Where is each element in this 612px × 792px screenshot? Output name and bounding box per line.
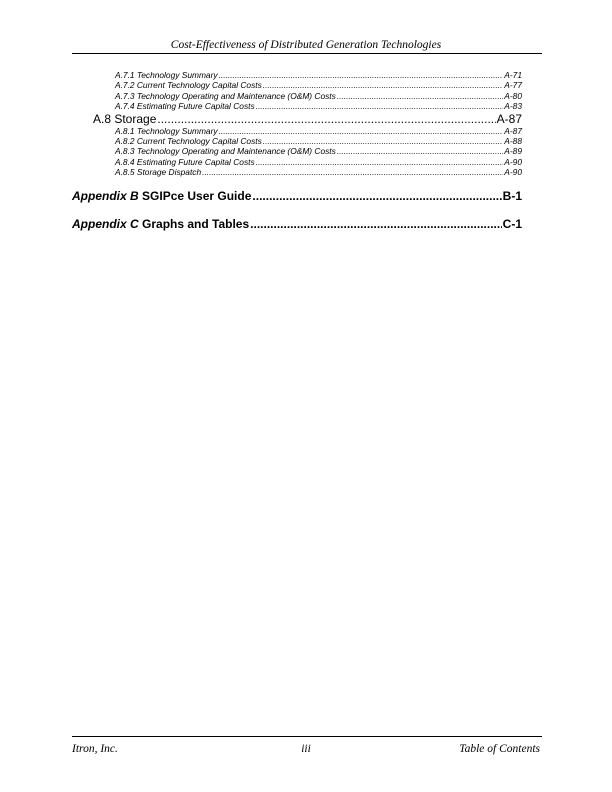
toc-leader-dots [263, 136, 504, 146]
toc-entry[interactable] [115, 91, 522, 101]
toc-appendix-c[interactable] [72, 217, 522, 232]
toc-entry-page: A-80 [504, 90, 522, 101]
toc-entry-label: A.8.1 Technology Summary [115, 125, 218, 136]
toc-entry[interactable] [115, 101, 522, 111]
toc-entry-page: A-90 [504, 167, 522, 178]
footer-section-name: Table of Contents [459, 743, 540, 755]
toc-leader-dots [263, 80, 504, 90]
toc-leader-dots [252, 189, 501, 204]
toc-entry-label: A.7.4 Estimating Future Capital Costs [115, 101, 255, 112]
table-of-contents [72, 70, 522, 232]
toc-appendix-b[interactable] [72, 189, 522, 204]
toc-entry-label: A.7.1 Technology Summary [115, 70, 218, 80]
toc-entry-page: A-87 [496, 111, 522, 126]
toc-entry-page: A-77 [504, 80, 522, 91]
toc-leader-dots [337, 146, 503, 156]
toc-entry-label: A.7.2 Current Technology Capital Costs [115, 80, 262, 91]
toc-entry-page: A-90 [504, 156, 522, 167]
appendix-title: SGIPce User Guide [142, 188, 252, 203]
toc-entry[interactable] [115, 80, 522, 90]
appendix-prefix: Appendix B [72, 188, 139, 203]
toc-entry-page: B-1 [502, 188, 522, 203]
toc-entry-page: A-88 [504, 135, 522, 146]
toc-entry-label: A.8.5 Storage Dispatch [115, 167, 202, 178]
footer-company: Itron, Inc. [72, 743, 118, 755]
toc-entry-page: A-87 [504, 125, 522, 136]
header-rule [72, 53, 542, 54]
toc-entry[interactable] [115, 136, 522, 146]
toc-entry-page: A-89 [504, 146, 522, 157]
toc-entry-label: A.8.3 Technology Operating and Maintenance (O&M) Costs [115, 146, 336, 157]
toc-leader-dots [202, 167, 503, 177]
toc-leader-dots [256, 101, 504, 111]
toc-leader-dots [337, 91, 503, 101]
toc-entry-page: A-71 [504, 70, 522, 80]
toc-entry-label: A.8 Storage [93, 111, 157, 126]
toc-entry-label: A.8.2 Current Technology Capital Costs [115, 135, 262, 146]
footer-page-number: iii [301, 743, 311, 755]
toc-leader-dots [219, 126, 504, 136]
running-header-title: Cost-Effectiveness of Distributed Generation Technologies [170, 39, 442, 51]
toc-entry-page: A-83 [504, 101, 522, 112]
toc-entry[interactable] [115, 157, 522, 167]
footer-rule [72, 736, 542, 737]
appendix-title: Graphs and Tables [142, 216, 250, 231]
toc-entry[interactable] [115, 167, 522, 177]
toc-entry-label: A.8.4 Estimating Future Capital Costs [115, 156, 255, 167]
toc-section-entry[interactable] [93, 112, 522, 126]
toc-entry-label: A.7.3 Technology Operating and Maintenance (O&M) Costs [115, 90, 336, 101]
toc-entry[interactable] [115, 146, 522, 156]
toc-leader-dots [256, 157, 504, 167]
appendix-prefix: Appendix C [72, 216, 139, 231]
toc-leader-dots [157, 112, 495, 126]
toc-entry-page: C-1 [502, 216, 522, 231]
toc-leader-dots [219, 70, 504, 80]
toc-entry[interactable] [115, 126, 522, 136]
toc-entry[interactable] [115, 70, 522, 80]
toc-leader-dots [250, 217, 502, 232]
